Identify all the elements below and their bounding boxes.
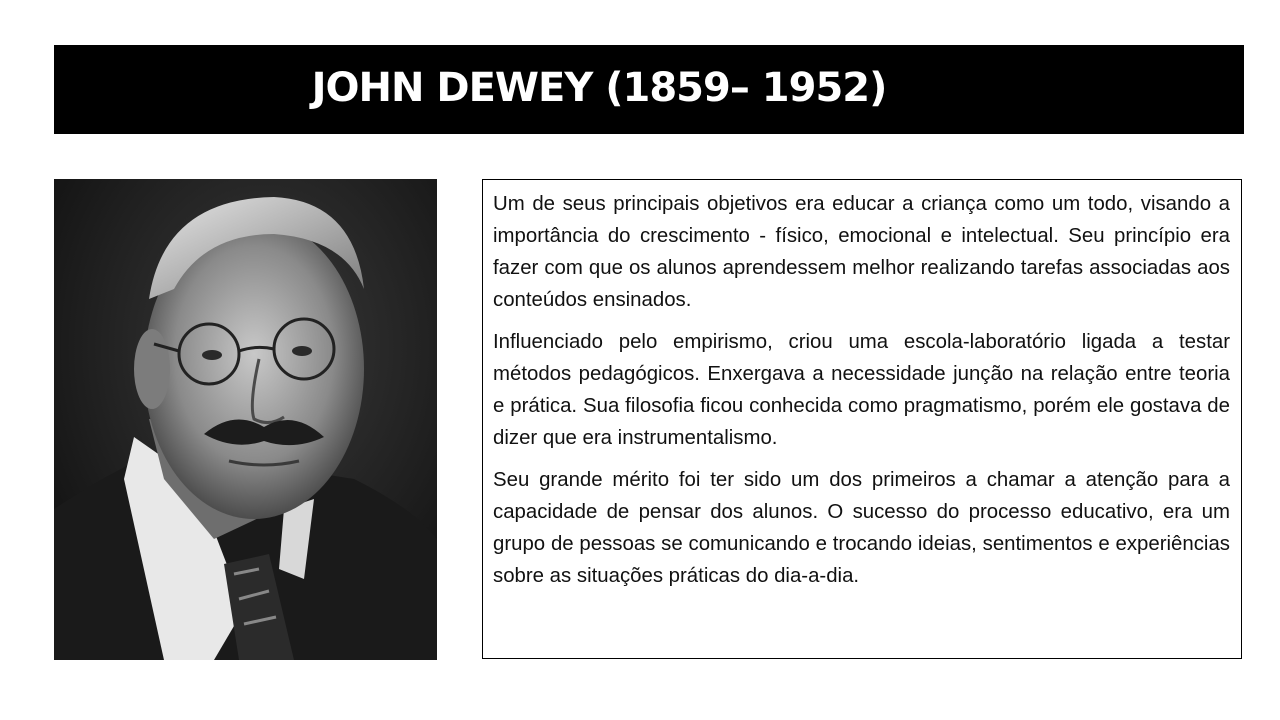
slide-title: JOHN DEWEY (1859– 1952) xyxy=(311,64,887,111)
paragraph-3: Seu grande mérito foi ter sido um dos primeiros a chamar a atenção para a capacidade de pensar dos alunos. O sucesso do processo educativo, era um grupo de pessoas se comunicando e trocando ideias, sentimentos e experiências sobre as situações práticas do dia-a-dia. xyxy=(493,469,1230,587)
paragraph-2: Influenciado pelo empirismo, criou uma escola-laboratório ligada a testar métodos pedagógicos. Enxergava a necessidade junção na relação entre teoria e prática. Sua filosofia ficou conhecida como pragmatismo, porém ele gostava de dizer que era instrumentalismo. xyxy=(493,331,1230,449)
paragraph-1: Um de seus principais objetivos era educar a criança como um todo, visando a importância do crescimento - físico, emocional e intelectual. Seu princípio era fazer com que os alunos aprendessem melhor realizando tarefas associadas aos conteúdos ensinados. xyxy=(493,193,1230,311)
portrait-photo xyxy=(54,179,437,660)
title-bar xyxy=(54,45,1244,134)
description-box xyxy=(482,179,1242,659)
